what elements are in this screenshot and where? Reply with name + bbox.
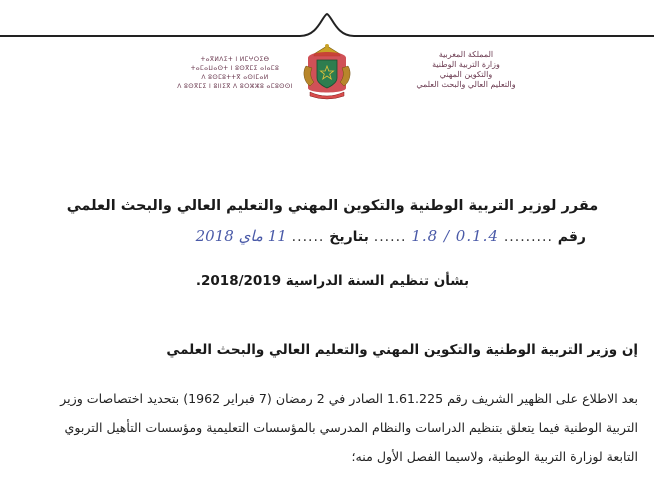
number-dots: ......... xyxy=(503,229,553,245)
decision-title: مقرر لوزير التربية الوطنية والتكوين المهني والتعليم العالي والبحث العلمي xyxy=(66,198,599,214)
handwritten-number: 0.1.4 / 1.8 xyxy=(411,227,499,245)
coat-of-arms-emblem xyxy=(300,42,354,102)
paragraph-line: التابعة لوزارة التربية الوطنية، ولاسيما الفصل الأول منه؛ xyxy=(351,449,638,464)
date-dots-2: ...... xyxy=(291,229,325,245)
ministry-name-arabic: المملكة المغربية وزارة التربية الوطنية والتكوين المهني والتعليم العالي والبحث العلمي xyxy=(416,50,516,89)
ministry-name-tifinagh: ⵜⴰⴳⵍⴷⵉⵜ ⵏ ⵍⵎⵖⵔⵉⴱ ⵜⴰⵎⴰⵡⴰⵙⵜ ⵏ ⵓⵙⴳⵎⵉ ⴰⵏⴰⵎⵓ ⴷ ⵓⵙⵎⵓⵜⵜⴳ ⴰⵙⵏⵎⴰⵍ ⴷ ⵓⵙⴳⵎⵉ ⵏ ⵓⵏⵏⵉⴳ ⴷ ⵓⵔⵣⵣⵓ ⴰⵎⵓⵙⵙⵏ xyxy=(177,56,293,90)
decision-reference-line xyxy=(126,227,586,251)
preamble-heading: إن وزير التربية الوطنية والتكوين المهني والتعليم العالي والبحث العلمي xyxy=(166,342,638,358)
date-dots: ...... xyxy=(373,229,407,245)
decision-subject: بشأن تنظيم السنة الدراسية 2018/2019. xyxy=(195,273,470,289)
body-paragraph xyxy=(8,384,638,471)
date-label: بتاريخ xyxy=(329,229,369,245)
paragraph-line: بعد الاطلاع على الظهير الشريف رقم 1.61.225 الصادر في 2 رمضان (7 فبراير 1962) بتحديد اختصاصات وزير xyxy=(60,391,638,406)
number-label: رقم xyxy=(557,229,586,245)
header-curve-line xyxy=(0,0,654,40)
paragraph-line: التربية الوطنية فيما يتعلق بتنظيم الدراسات والنظام المدرسي بالمؤسسات التعليمية ومؤسسات التأهيل التربوي xyxy=(64,420,638,435)
handwritten-date: 11 ماي 2018 xyxy=(195,227,287,245)
